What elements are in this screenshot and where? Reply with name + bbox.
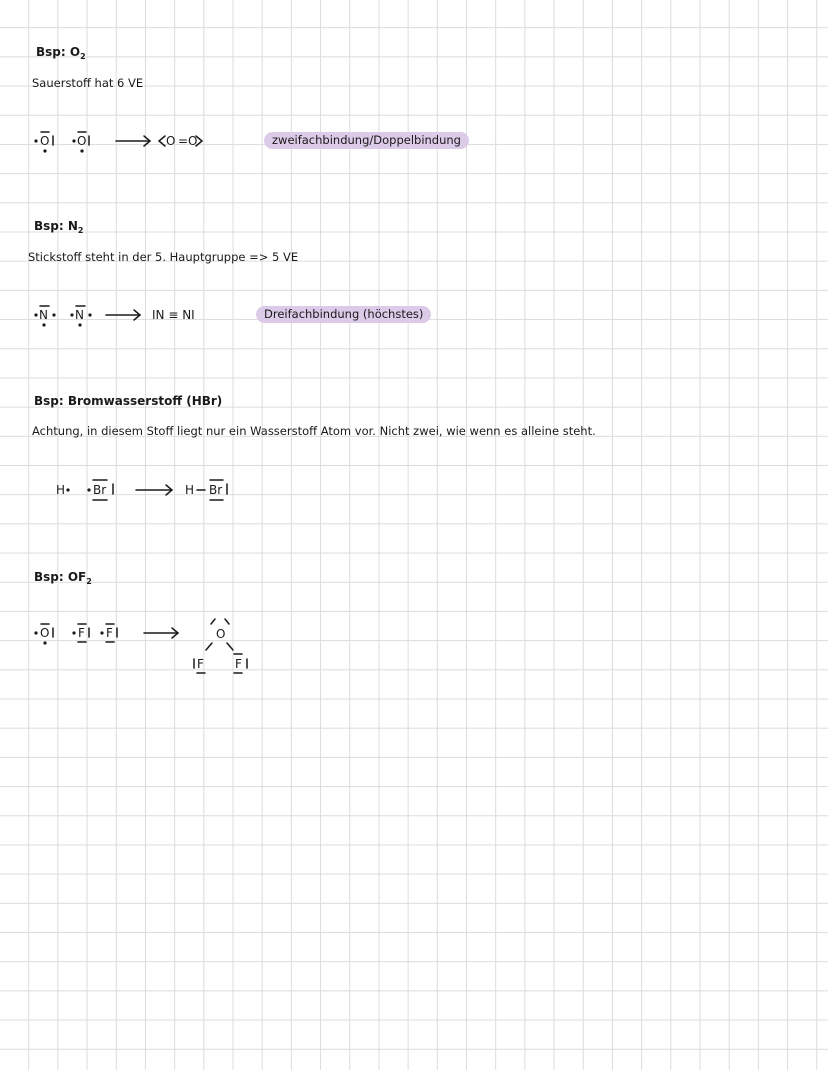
hbr-product-br: Br	[209, 483, 223, 497]
lewis-of2-equation	[28, 612, 268, 678]
of2-reactant-o: O	[40, 626, 50, 640]
hbr-reactant-h: H	[56, 483, 66, 497]
lewis-hbr-equation	[52, 470, 252, 512]
text-o2: Sauerstoff hat 6 VE	[32, 76, 144, 90]
lewis-o2-equation	[28, 120, 228, 162]
highlight-doppelbindung: zweifachbindung/Doppelbindung	[264, 132, 469, 149]
text-n2: Stickstoff steht in der 5. Hauptgruppe => 5 VE	[28, 250, 299, 264]
highlight-dreifachbindung: Dreifachbindung (höchstes)	[256, 306, 431, 323]
lewis-n2-equation	[28, 294, 218, 336]
o2-reactant-2: O	[77, 134, 87, 148]
n2-product: IN ≡ NI	[152, 308, 195, 322]
heading-o2: Bsp: $O_2$	[36, 45, 86, 61]
of2-product-f2: F	[235, 657, 242, 671]
o2-product-bond: =	[178, 134, 189, 148]
of2-reactant-f2: F	[106, 626, 113, 640]
hbr-product-h: H	[185, 483, 195, 497]
heading-hbr: Bsp: Bromwasserstoff (HBr)	[34, 394, 223, 408]
n2-reactant-2: N	[75, 308, 84, 322]
o2-product-right: O	[188, 134, 198, 148]
text-hbr: Achtung, in diesem Stoff liegt nur ein Wasserstoff Atom vor. Nicht zwei, wie wenn es alleine steht.	[32, 424, 596, 438]
n2-reactant-1: N	[39, 308, 48, 322]
heading-of2: Bsp: $OF_2$	[34, 570, 92, 586]
of2-product-o: O	[216, 627, 226, 641]
hbr-reactant-br: Br	[93, 483, 107, 497]
o2-product-left: O	[166, 134, 176, 148]
of2-product-f1: F	[197, 657, 204, 671]
of2-reactant-f1: F	[78, 626, 85, 640]
heading-n2: Bsp: $N_2$	[34, 219, 84, 235]
o2-reactant-1: O	[40, 134, 50, 148]
